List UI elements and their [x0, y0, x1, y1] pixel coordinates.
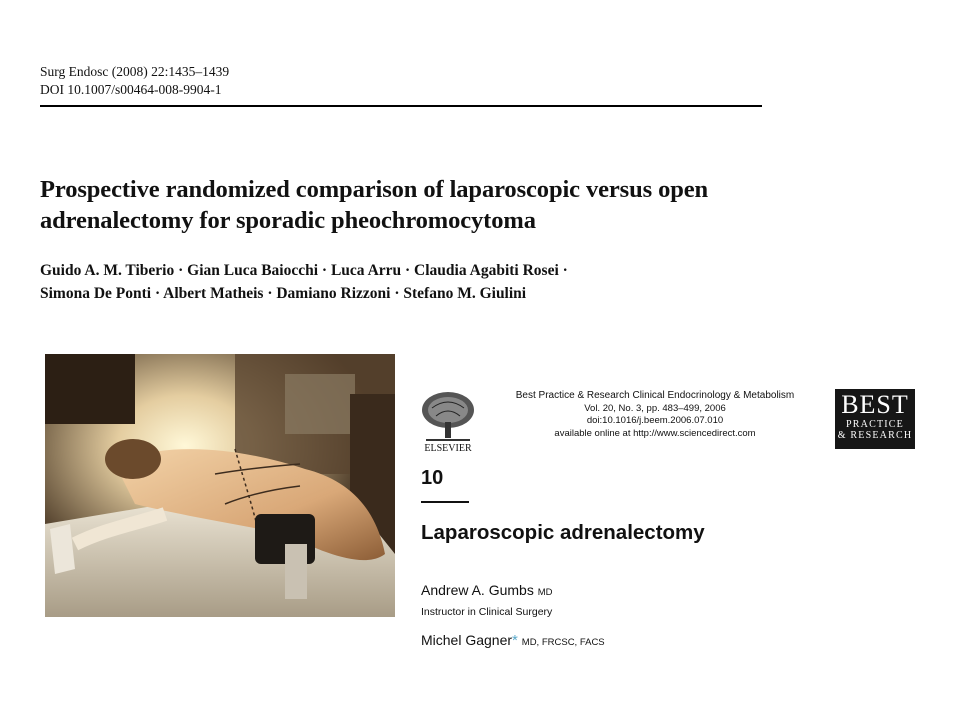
journal-citation: Surg Endosc (2008) 22:1435–1439 [40, 64, 230, 79]
authors-line-2: Simona De Ponti · Albert Matheis · Damiano Rizzoni · Stefano M. Giulini [40, 285, 527, 302]
svg-text:ELSEVIER: ELSEVIER [424, 443, 472, 454]
author-1 [421, 582, 553, 598]
logo-best-text: BEST [841, 390, 909, 419]
chapter-title: Laparoscopic adrenalectomy [421, 521, 705, 544]
journal-reference [40, 63, 229, 99]
author-1-name: Andrew A. Gumbs [421, 582, 534, 598]
best-practice-logo [835, 389, 915, 449]
author-2-name: Michel Gagner [421, 632, 513, 648]
paper-authors [40, 259, 780, 305]
surgery-photo [45, 354, 395, 617]
author-1-degree: MD [537, 587, 553, 598]
logo-research-text: & RESEARCH [837, 430, 913, 441]
journal-info [490, 390, 820, 440]
journal-availability: available online at http://www.sciencedirect.com [554, 427, 756, 439]
paper-title-line-2: adrenalectomy for sporadic pheochromocytoma [40, 207, 536, 234]
journal-doi-2: doi:10.1016/j.beem.2006.07.010 [586, 415, 724, 426]
paper-title [40, 174, 780, 236]
logo-practice-text: PRACTICE [846, 419, 904, 430]
chapter-number: 10 [421, 467, 444, 489]
author-1-role: Instructor in Clinical Surgery [421, 606, 553, 618]
elsevier-logo [418, 388, 478, 454]
operating-room-photo-icon [45, 354, 395, 617]
journal-volume: Vol. 20, No. 3, pp. 483–499, 2006 [584, 402, 726, 414]
journal-doi: DOI 10.1007/s00464-008-9904-1 [40, 82, 222, 97]
author-2 [421, 632, 605, 649]
corresponding-asterisk: * [512, 632, 518, 649]
author-2-degrees: MD, FRCSC, FACS [521, 637, 605, 648]
authors-line-1: Guido A. M. Tiberio · Gian Luca Baiocchi · Luca Arru · Claudia Agabiti Rosei · [40, 262, 568, 279]
header-rule [40, 105, 762, 107]
chapter-rule [421, 501, 469, 503]
paper-title-line-1: Prospective randomized comparison of laparoscopic versus open [40, 176, 709, 203]
elsevier-tree-icon [418, 388, 478, 454]
journal-name: Best Practice & Research Clinical Endocrinology & Metabolism [515, 390, 795, 401]
